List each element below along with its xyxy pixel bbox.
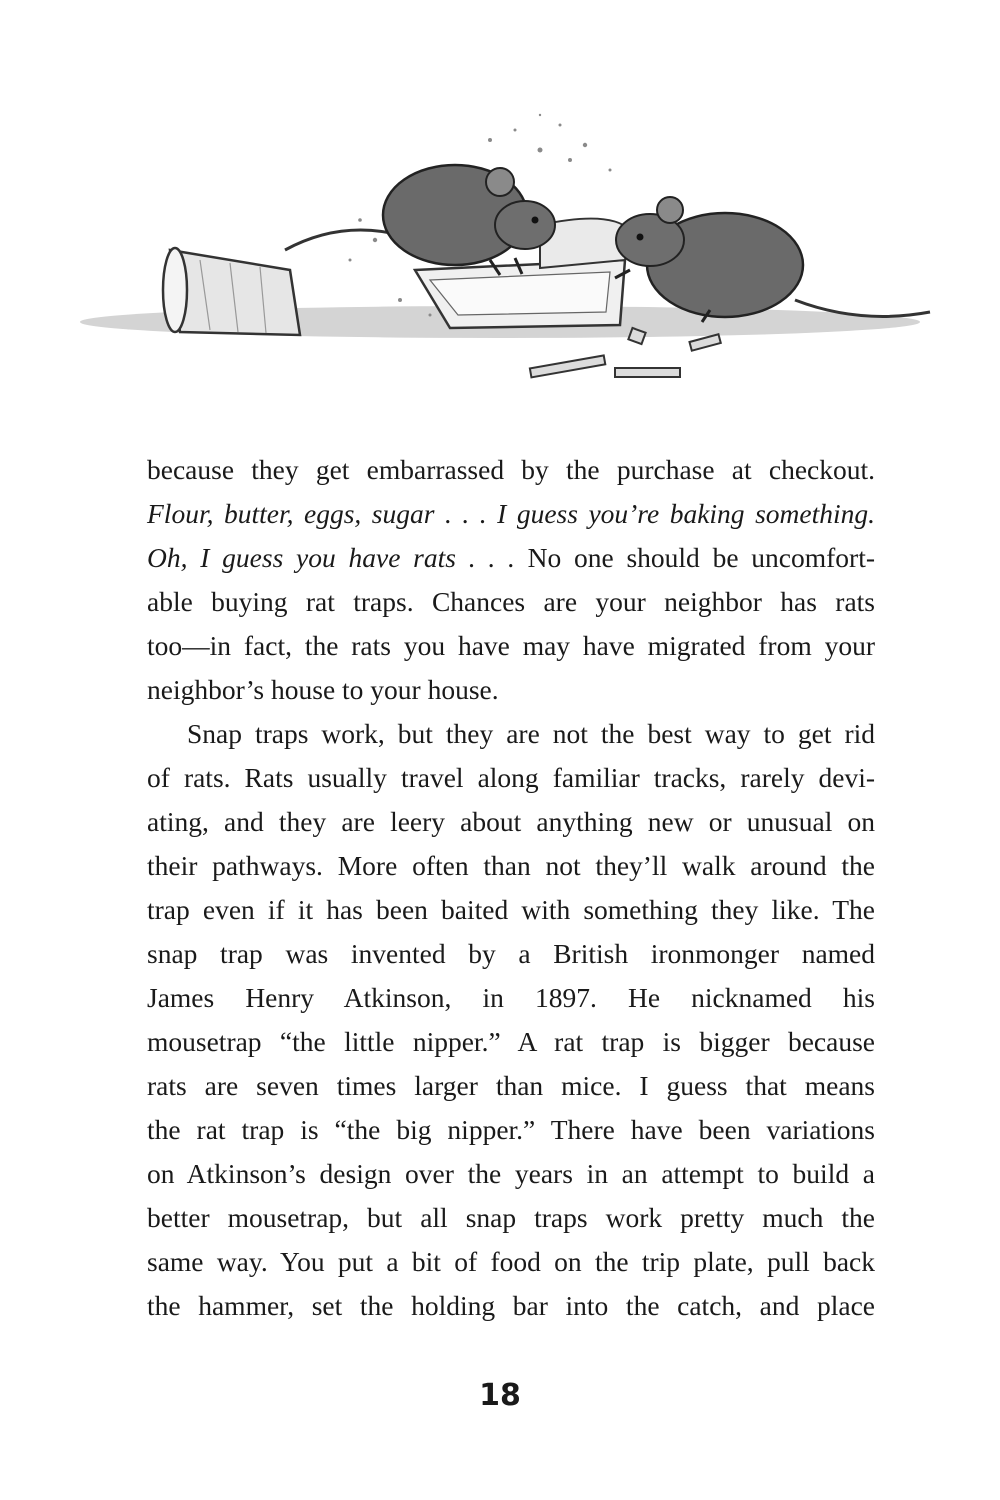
paragraph-1-line-4: able buying rat traps. Chances are your neighbor has rats [147, 586, 875, 617]
paragraph-2-line-8: mousetrap “the little nipper.” A rat trap is bigger because [147, 1026, 875, 1057]
paragraph-2-line-13: same way. You put a bit of food on the trip plate, pull back [147, 1246, 875, 1277]
paragraph-2-line-11: on Atkinson’s design over the years in an attempt to build a [147, 1158, 875, 1189]
body-text [147, 448, 875, 1328]
paragraph-2-line-1: Snap traps work, but they are not the best way to get rid [187, 718, 875, 749]
paragraph-1-line-1: because they get embarrassed by the purchase at checkout. [147, 454, 875, 485]
paragraph-1-line-2: Flour, butter, eggs, sugar . . . I guess you’re baking something. [147, 498, 875, 529]
right-rat [615, 197, 930, 322]
paragraph-1-line-3-italic: Oh, I guess you have rats . . . [147, 542, 515, 573]
paragraph-1-line-3-rest: No one should be uncomfort- [514, 542, 875, 573]
paragraph-2-line-9: rats are seven times larger than mice. I guess that means [147, 1070, 875, 1101]
tipped-cup [163, 248, 300, 335]
paragraph-2-line-6: snap trap was invented by a British ironmonger named [147, 938, 875, 969]
paragraph-2-line-12: better mousetrap, but all snap traps work pretty much the [147, 1202, 875, 1233]
paragraph-2-line-2: of rats. Rats usually travel along familiar tracks, rarely devi- [147, 762, 875, 793]
paragraph-1-line-3 [147, 536, 875, 580]
paragraph-2-line-4: their pathways. More often than not they’ll walk around the [147, 850, 875, 881]
paragraph-2-line-10: the rat trap is “the big nipper.” There have been variations [147, 1114, 875, 1145]
rats-illustration [70, 100, 940, 400]
page-number: 18 [479, 1378, 521, 1413]
paragraph-2-line-7: James Henry Atkinson, in 1897. He nicknamed his [147, 982, 875, 1013]
paragraph-2-line-14: the hammer, set the holding bar into the catch, and place [147, 1290, 875, 1321]
paragraph-2-line-5: trap even if it has been baited with something they like. The [147, 894, 875, 925]
paragraph-1-line-5: too—in fact, the rats you have may have migrated from your [147, 630, 875, 661]
paragraph-1-line-6: neighbor’s house to your house. [147, 674, 499, 705]
left-rat [285, 165, 555, 275]
paragraph-2-line-3: ating, and they are leery about anything new or unusual on [147, 806, 875, 837]
